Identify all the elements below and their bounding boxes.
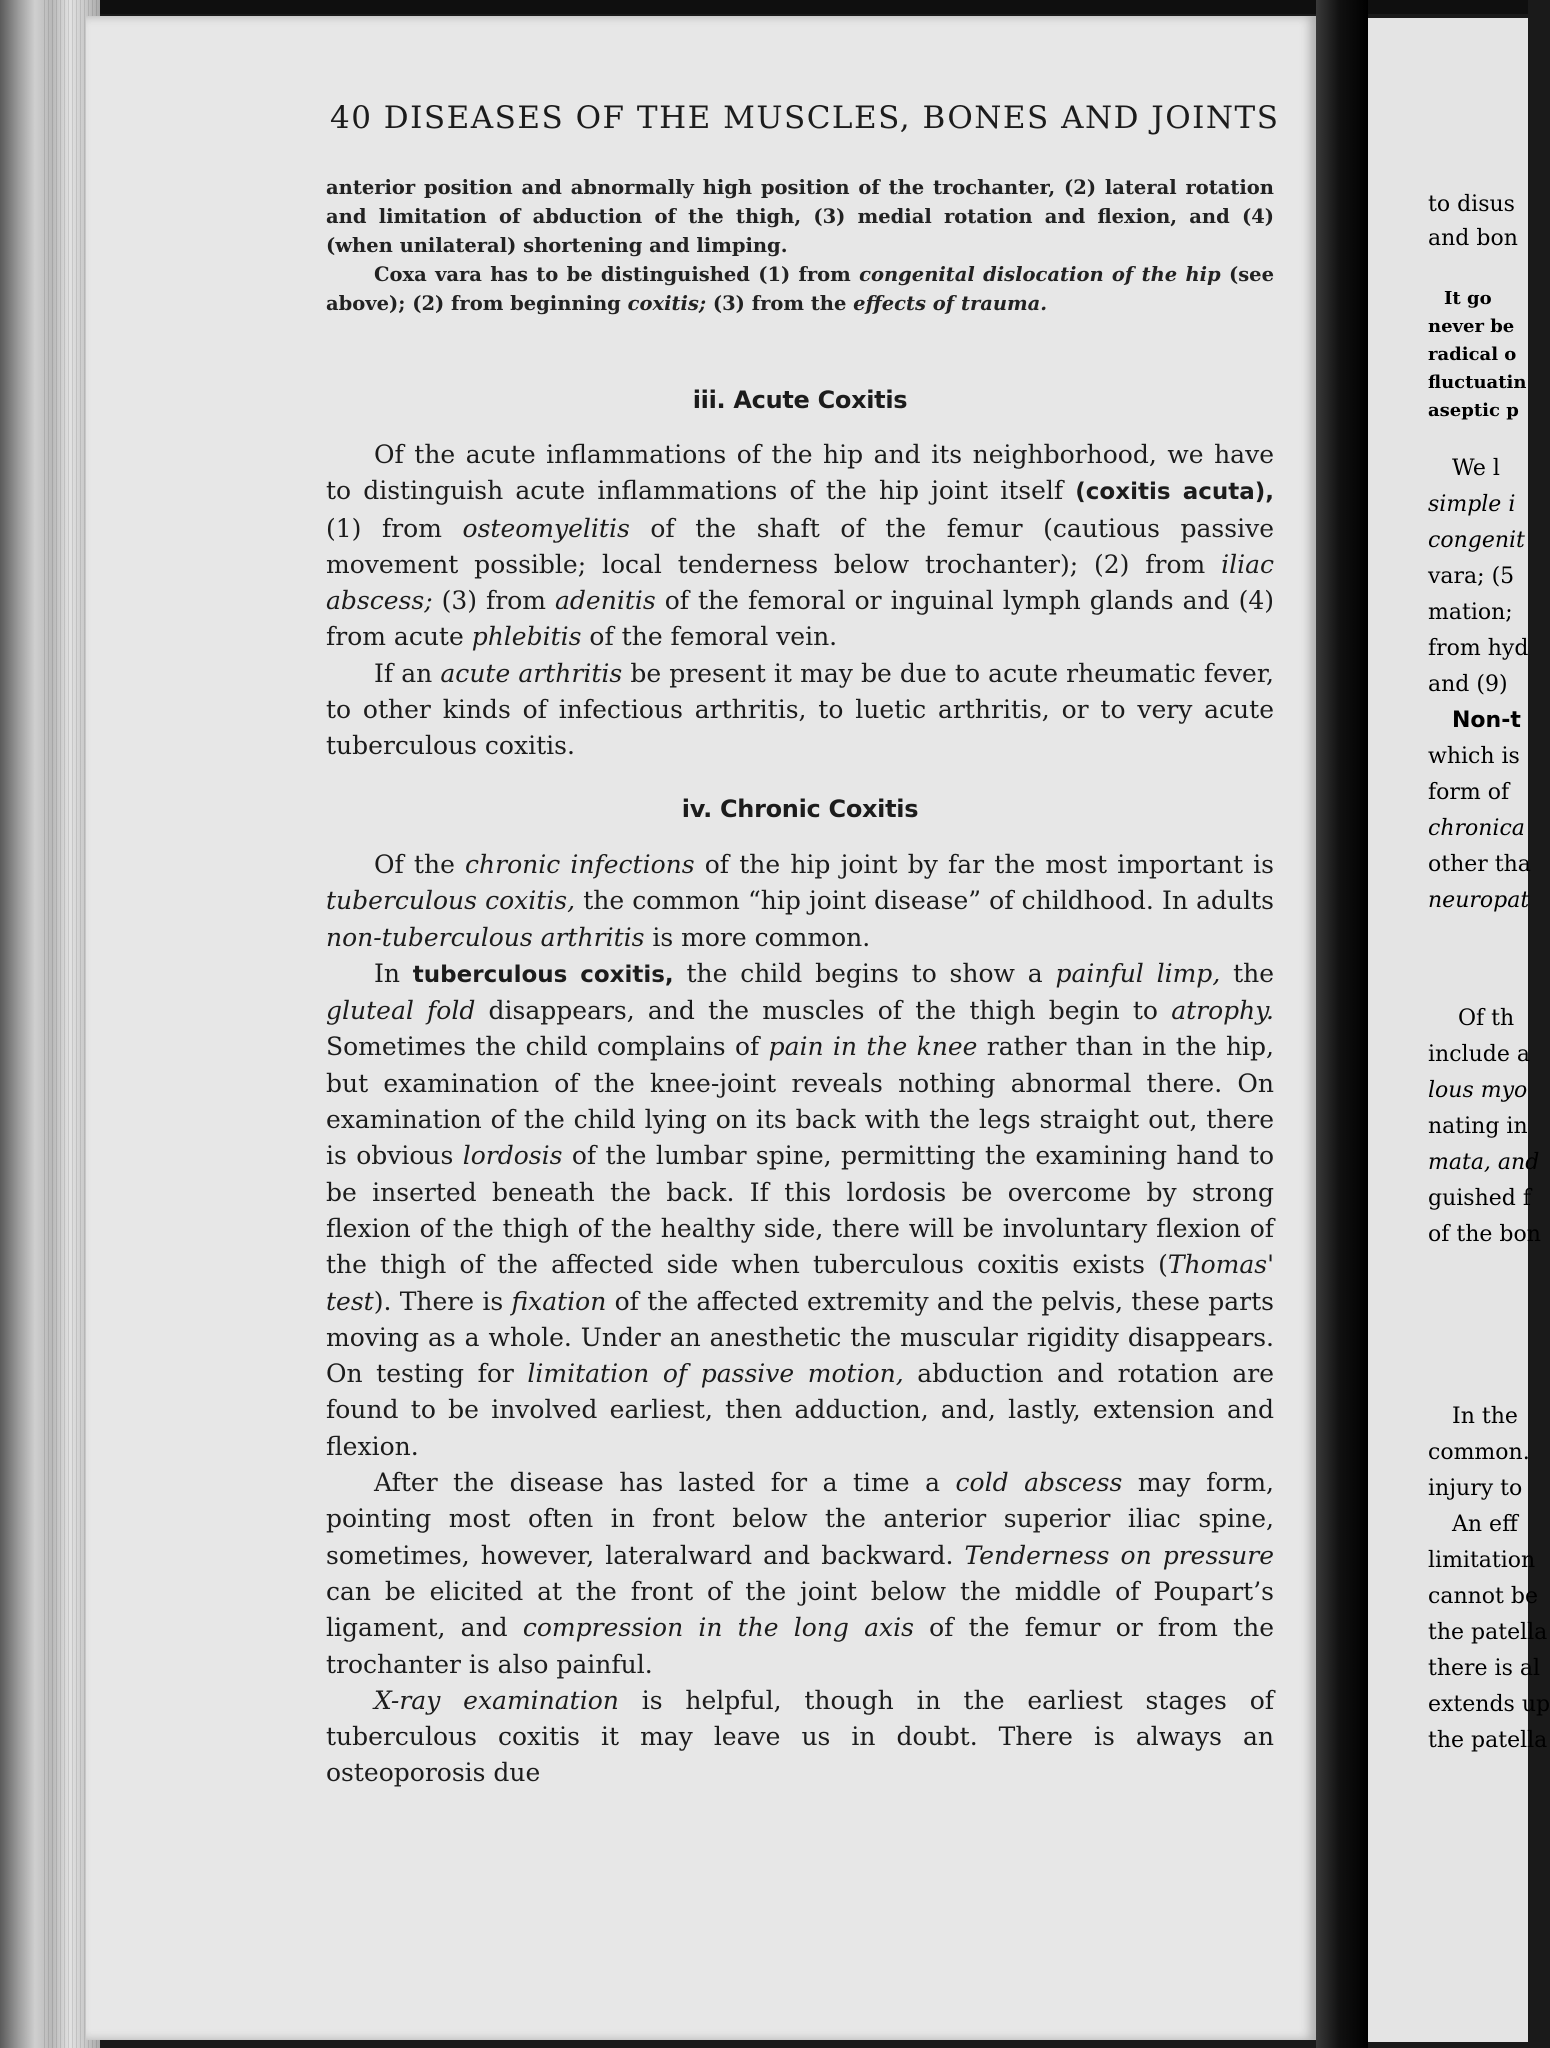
facing-line: Non-t [1452,708,1521,733]
facing-line: injury to [1428,1476,1523,1501]
facing-page [1368,18,1550,2042]
facing-line: there is al [1428,1656,1541,1681]
facing-line: vara; (5 [1428,564,1515,589]
facing-line: of the bon [1428,1222,1541,1247]
facing-line: extends up [1428,1692,1550,1717]
acute-coxitis-block [326,437,1274,765]
acute-paragraph-1: Of the acute inflammations of the hip and its neighborhood, we have to distinguish acute inflammations of the hip joint itself (coxitis acuta), (1) from osteomyelitis of the shaft of the femur (cautious passive movement possible; local tenderness below trochanter); (2) from iliac abscess; (3) from adenitis of the femoral or inguinal lymph glands and (4) from acute phlebitis of the femoral vein. [326,440,1274,652]
facing-line: fluctuatin [1428,372,1527,393]
facing-line: the patella [1428,1728,1548,1753]
facing-line: other tha [1428,852,1531,877]
chronic-paragraph-4: X-ray examination is helpful, though in the earliest stages of tuberculous coxitis it may leave us in doubt. There is always an osteoporosis due [326,1685,1275,1788]
facing-line: cannot be [1428,1584,1538,1609]
facing-line: to disus [1428,192,1515,217]
intro-paragraph-2: Coxa vara has to be distinguished (1) from congenital dislocation of the hip (see above); (2) from beginning coxitis; (3) from the effects of trauma. [326,263,1275,315]
facing-line: It go [1444,288,1492,309]
facing-line: mation; [1428,600,1513,625]
section-heading-chronic-coxitis: iv. Chronic Coxitis [681,795,919,823]
facing-line: never be [1428,316,1515,337]
chronic-paragraph-1: Of the chronic infections of the hip joint by far the most important is tuberculous coxitis, the common “hip joint disease” of childhood. In adults non-tuberculous arthritis is more common. [326,850,1274,952]
running-header: 40 DISEASES OF THE MUSCLES, BONES AND JOINTS [330,100,1280,136]
facing-line: guished f [1428,1186,1531,1211]
facing-line: nating in [1428,1114,1528,1139]
facing-line: and bon [1428,226,1518,251]
facing-line: Of th [1458,1006,1515,1031]
facing-line: from hyd [1428,636,1529,661]
facing-line: In the [1452,1404,1518,1429]
facing-line: mata, and [1428,1150,1540,1175]
chronic-coxitis-block [326,847,1274,1792]
facing-line: form of [1428,780,1510,805]
facing-line: chronica [1428,816,1525,841]
facing-line: neuropat [1428,888,1530,913]
facing-line: limitation [1428,1548,1536,1573]
facing-line: radical o [1428,344,1517,365]
acute-paragraph-2: If an acute arthritis be present it may be due to acute rheumatic fever, to other kinds of infectious arthritis, to luetic arthritis, or to very acute tuberculous coxitis. [326,658,1274,761]
intro-paragraph-1: anterior position and abnormally high position of the trochanter, (2) lateral rotation and limitation of abduction of the thigh, (3) medial rotation and flexion, and (4) (when unilateral) shortening and limping. [326,176,1274,257]
book-gutter [1316,0,1368,2048]
facing-line: simple i [1428,492,1516,517]
chronic-paragraph-3: After the disease has lasted for a time a cold abscess may form, pointing most often in front below the anterior superior iliac spine, sometimes, however, lateralward and backward. Tenderness on pressure can be elicited at the front of the joint below the middle of Poupart’s ligament, and compression in the long axis of the femur or from the trochanter is also painful. [326,1468,1275,1679]
scan-top-border [0,0,1528,14]
book-page-edges [0,0,100,2048]
facing-line: and (9) [1428,672,1508,697]
facing-line: An eff [1452,1512,1518,1537]
facing-line: aseptic p [1428,400,1519,421]
facing-line: common. [1428,1440,1530,1465]
facing-line: which is [1428,744,1520,769]
intro-block [326,173,1274,318]
facing-line: We l [1452,456,1500,481]
section-heading-acute-coxitis: iii. Acute Coxitis [692,386,908,414]
chronic-paragraph-2: In tuberculous coxitis, the child begins to show a painful limp, the gluteal fold disappears, and the muscles of the thigh begin to atrophy. Sometimes the child complains of pain in the knee rather than in the hip, but examination of the knee-joint reveals nothing abnormal there. On examination of the child lying on its back with the legs straight out, there is obvious lordosis of the lumbar spine, permitting the examining hand to be inserted beneath the back. If this lordosis be overcome by strong flexion of the thigh of the healthy side, there will be involuntary flexion of the thigh of the affected side when tuberculous coxitis exists (Thomas' test). There is fixation of the affected extremity and the pelvis, these parts moving as a whole. Under an anesthetic the muscular rigidity disappears. On testing for limitation of passive motion, abduction and rotation are found to be involved earliest, then adduction, and, lastly, extension and flexion. [326,958,1275,1461]
facing-line: congenit [1428,528,1525,553]
facing-line: the patella [1428,1620,1548,1645]
facing-line: lous myo [1428,1078,1528,1103]
facing-line: include a [1428,1042,1530,1067]
